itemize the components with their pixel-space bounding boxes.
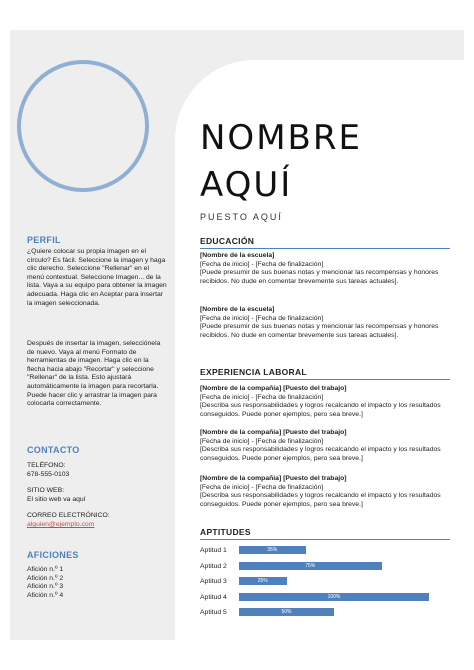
web-label: SITIO WEB: xyxy=(27,487,65,495)
skill-track xyxy=(239,562,439,570)
experience-dates: [Fecha de inicio] - [Fecha de finalización] xyxy=(200,393,324,401)
skill-track xyxy=(239,577,439,585)
school-name: [Nombre de la escuela] xyxy=(200,252,275,259)
education-entry xyxy=(200,306,450,340)
skill-label: Aptitud 2 xyxy=(200,562,227,570)
name-line-2: AQUÍ xyxy=(200,165,293,205)
education-dates: [Fecha de inicio] - [Fecha de finalización] xyxy=(200,314,324,322)
skill-bar: 75% xyxy=(239,562,382,570)
experience-title: EXPERIENCIA LABORAL xyxy=(200,367,450,380)
education-description: [Puede presumir de sus buenas notas y mencionar las recompensas y honores recibidos. No dude en comentar brevemente sus tareas actuales]. xyxy=(200,323,439,339)
profile-paragraph-1: ¿Quiere colocar su propia imagen en el círculo? Es fácil. Seleccione la imagen y haga clic derecho. Seleccione "Rellenar" en el menú contextual. Seleccione Imagen... de la lista. Vaya a su equipo para obtener la imagen adecuada. Haga clic en Aceptar para insertar la imagen seleccionada. xyxy=(27,248,167,307)
contact-block xyxy=(27,462,167,530)
skill-row xyxy=(200,577,450,593)
skill-bar: 25% xyxy=(239,577,287,585)
profile-paragraph-2: Después de insertar la imagen, selecciónela de nuevo. Vaya al menú Formato de herramientas de imagen. Haga clic en la flecha hacia abajo "Recortar" y seleccione "Rellenar" de la lista. Esto ajustará automáticamente la imagen para recortarla. Puede hacer clic y arrastrar la imagen para colocarla correctamente. xyxy=(27,340,161,408)
photo-placeholder-circle[interactable] xyxy=(17,60,149,192)
contact-title: CONTACTO xyxy=(27,445,80,455)
skill-bar: 35% xyxy=(239,546,306,554)
school-name: [Nombre de la escuela] xyxy=(200,306,275,313)
experience-description: [Describa sus responsabilidades y logros recalcando el impacto y los resultados conseguidos. Puede poner ejemplos, pero sea breve.] xyxy=(200,492,441,508)
skill-track xyxy=(239,608,439,616)
skill-label: Aptitud 4 xyxy=(200,593,227,601)
profile-title: PERFIL xyxy=(27,235,61,245)
education-title: EDUCACIÓN xyxy=(200,236,450,249)
hobby-item: Afición n.º 3 xyxy=(27,583,64,591)
skill-bar: 50% xyxy=(239,608,334,616)
experience-description: [Describa sus responsabilidades y logros recalcando el impacto y los resultados conseguidos. Puede poner ejemplos, pero sea breve.] xyxy=(200,446,441,462)
experience-entry xyxy=(200,385,450,419)
education-entry xyxy=(200,252,450,286)
skills-title: APTITUDES xyxy=(200,527,450,540)
company-and-role: [Nombre de la compañía] [Puesto del trabajo] xyxy=(200,385,347,392)
skill-track xyxy=(239,593,439,601)
company-and-role: [Nombre de la compañía] [Puesto del trabajo] xyxy=(200,429,347,436)
experience-dates: [Fecha de inicio] - [Fecha de finalización] xyxy=(200,437,324,445)
hobbies-list xyxy=(27,566,167,600)
hobbies-title: AFICIONES xyxy=(27,550,79,560)
job-title: PUESTO AQUÍ xyxy=(200,212,283,222)
phone-label: TELÉFONO: xyxy=(27,462,66,469)
skills-chart xyxy=(200,546,450,624)
skill-row xyxy=(200,546,450,562)
education-description: [Puede presumir de sus buenas notas y mencionar las recompensas y honores recibidos. No dude en comentar brevemente sus tareas actuales]. xyxy=(200,269,439,285)
skill-label: Aptitud 3 xyxy=(200,578,227,585)
hobby-item: Afición n.º 1 xyxy=(27,566,64,573)
web-value: El sitio web va aquí xyxy=(27,495,86,503)
experience-entry xyxy=(200,475,450,509)
company-and-role: [Nombre de la compañía] [Puesto del trabajo] xyxy=(200,475,347,482)
experience-dates: [Fecha de inicio] - [Fecha de finalización] xyxy=(200,483,324,491)
experience-description: [Describa sus responsabilidades y logros recalcando el impacto y los resultados conseguidos. Puede poner ejemplos, pero sea breve.] xyxy=(200,402,441,418)
skill-bar: 100% xyxy=(239,593,429,601)
education-dates: [Fecha de inicio] - [Fecha de finalización] xyxy=(200,260,324,268)
skill-label: Aptitud 1 xyxy=(200,547,227,554)
name-line-1: NOMBRE xyxy=(200,118,362,158)
skill-track xyxy=(239,546,439,554)
email-link[interactable]: alguien@ejemplo.com xyxy=(27,520,95,528)
experience-entry xyxy=(200,429,450,463)
email-label: CORREO ELECTRÓNICO: xyxy=(27,512,110,520)
skill-row xyxy=(200,593,450,609)
skill-label: Aptitud 5 xyxy=(200,609,227,616)
skill-row xyxy=(200,562,450,578)
hobby-item: Afición n.º 2 xyxy=(27,574,64,582)
skill-row xyxy=(200,608,450,624)
hobby-item: Afición n.º 4 xyxy=(27,591,64,599)
phone-value: 678-555-0103 xyxy=(27,470,70,478)
